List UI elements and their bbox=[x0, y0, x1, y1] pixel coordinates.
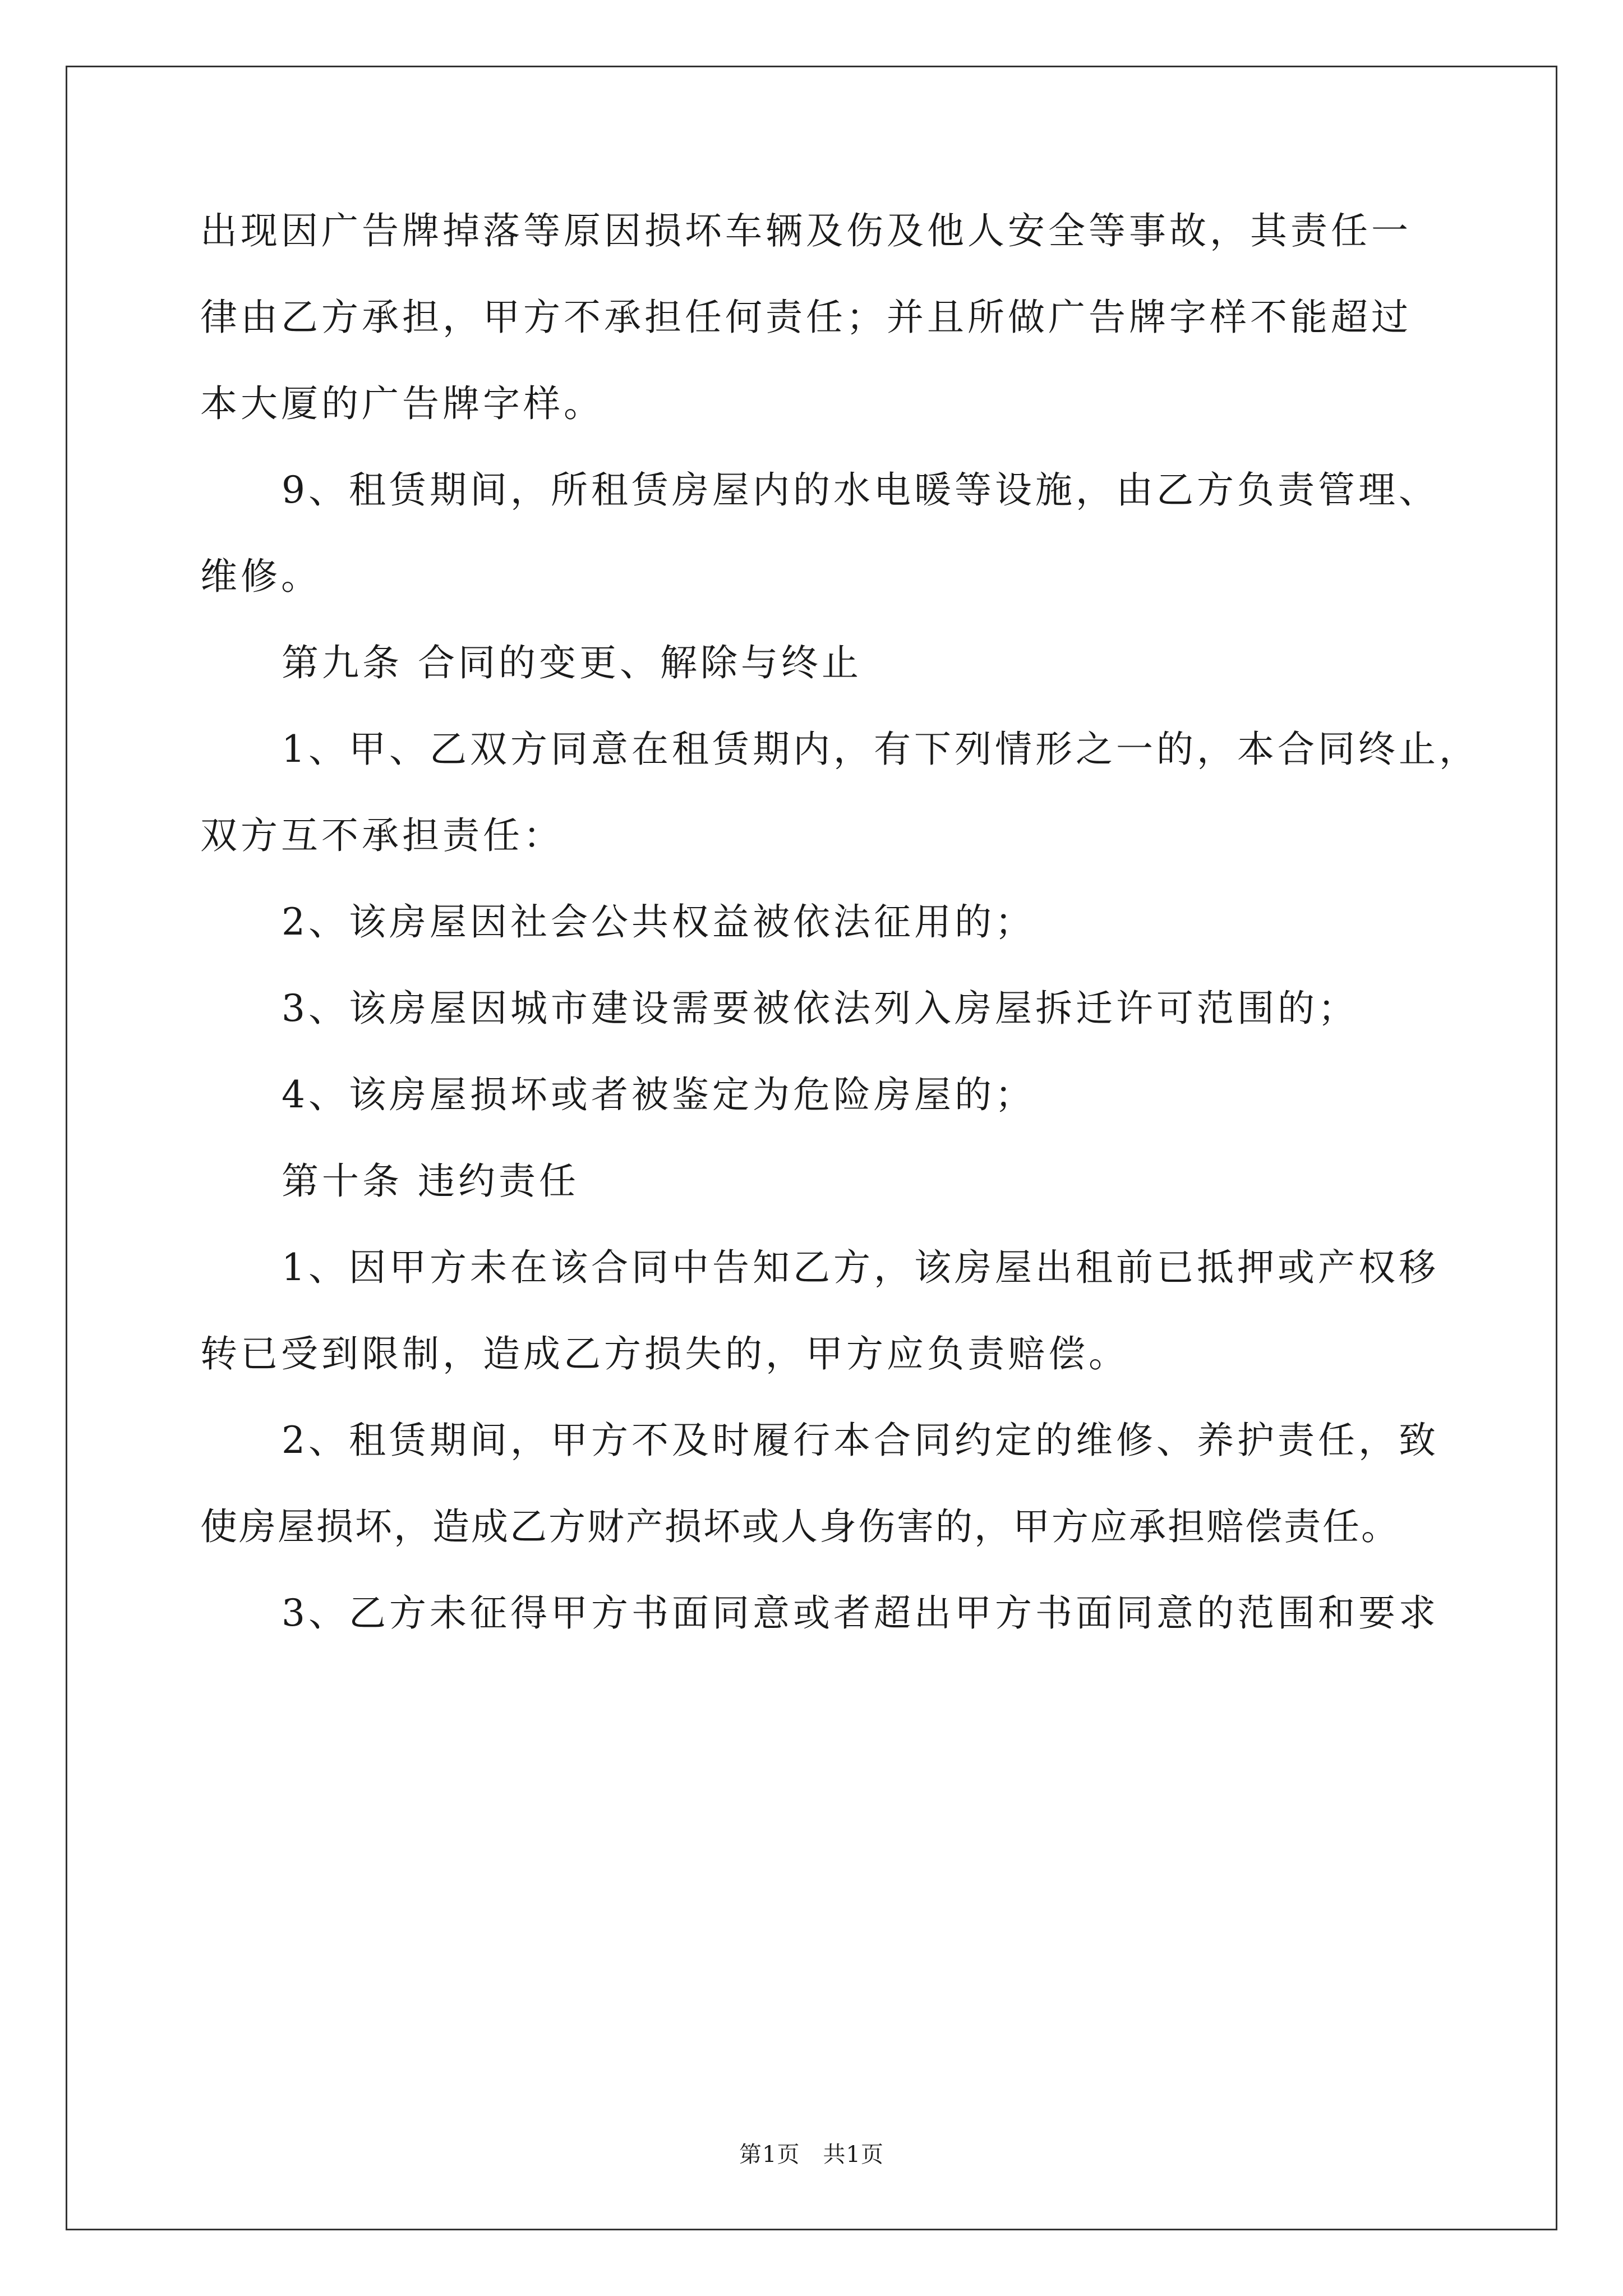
paragraph-first-line: 4、该房屋损坏或者被鉴定为危险房屋的； bbox=[282, 1073, 1035, 1116]
text-line: 出现因广告牌掉落等原因损坏车辆及伤及他人安全等事故，其责任一 bbox=[200, 209, 1412, 252]
paragraph-first-line: 1、甲、乙双方同意在租赁期内，有下列情形之一的，本合同终止， bbox=[282, 728, 1479, 771]
text-line: 双方互不承担责任： bbox=[200, 814, 564, 857]
text-line: 律由乙方承担，甲方不承担任何责任；并且所做广告牌字样不能超过 bbox=[200, 296, 1412, 339]
text-line: 维修。 bbox=[200, 555, 321, 598]
paragraph-first-line: 9、租赁期间，所租赁房屋内的水电暖等设施，由乙方负责管理、 bbox=[282, 468, 1439, 512]
section-heading: 第十条 违约责任 bbox=[282, 1159, 579, 1203]
paragraph-first-line: 3、该房屋因城市建设需要被依法列入房屋拆迁许可范围的； bbox=[282, 987, 1358, 1030]
text-line: 转已受到限制，造成乙方损失的，甲方应负责赔偿。 bbox=[200, 1332, 1129, 1375]
paragraph-first-line: 2、租赁期间，甲方不及时履行本合同约定的维修、养护责任，致 bbox=[282, 1419, 1439, 1462]
text-line: 使房屋损坏，造成乙方财产损坏或人身伤害的，甲方应承担赔偿责任。 bbox=[200, 1505, 1400, 1548]
paragraph-first-line: 3、乙方未征得甲方书面同意或者超出甲方书面同意的范围和要求 bbox=[282, 1591, 1439, 1635]
text-line: 本大厦的广告牌字样。 bbox=[200, 382, 604, 425]
section-heading: 第九条 合同的变更、解除与终止 bbox=[282, 641, 862, 684]
paragraph-first-line: 1、因甲方未在该合同中告知乙方，该房屋出租前已抵押或产权移 bbox=[282, 1246, 1439, 1289]
page-number: 第1页 共1页 bbox=[739, 2142, 884, 2168]
paragraph-first-line: 2、该房屋因社会公共权益被依法征用的； bbox=[282, 900, 1035, 944]
